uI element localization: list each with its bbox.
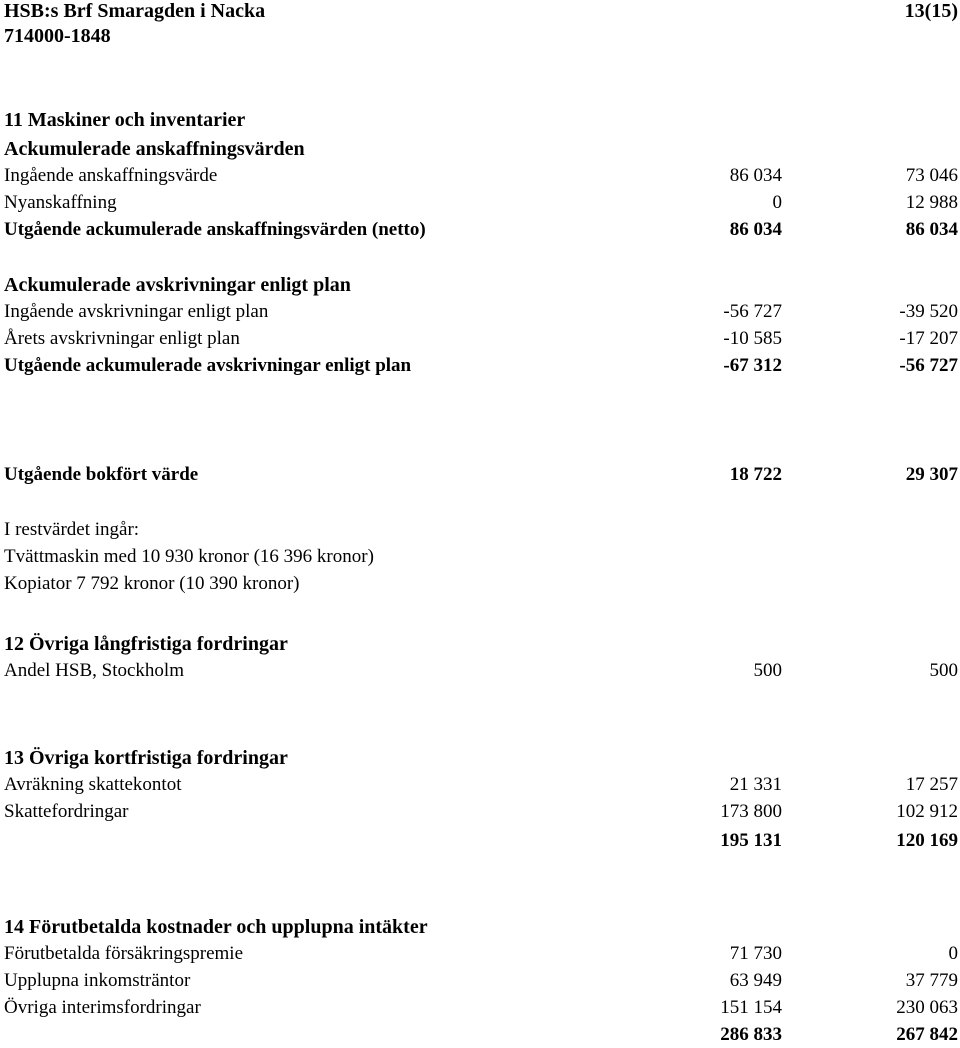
header-company-line xyxy=(4,0,960,24)
book-value-row: Utgående bokfört värde 18 722 29 307 xyxy=(4,464,958,485)
table-row-total: 286 833 267 842 xyxy=(720,1024,958,1045)
org-number: 714000-1848 xyxy=(4,25,111,47)
note11-subheading-depreciation: Ackumulerade avskrivningar enligt plan xyxy=(4,274,351,296)
note12-title: 12 Övriga långfristiga fordringar xyxy=(4,633,288,655)
table-row-total: 195 131 120 169 xyxy=(720,830,958,851)
table-row: Nyanskaffning 0 12 988 xyxy=(4,192,958,213)
note13-title: 13 Övriga kortfristiga fordringar xyxy=(4,747,288,769)
note11-title: 11 Maskiner och inventarier xyxy=(4,109,246,131)
page-number: 13(15) xyxy=(904,0,958,22)
residual-intro: I restvärdet ingår: xyxy=(4,519,140,540)
residual-item: Tvättmaskin med 10 930 kronor (16 396 kronor) xyxy=(4,546,374,567)
table-row: Övriga interimsfordringar 151 154 230 063 xyxy=(4,997,958,1018)
table-row: Andel HSB, Stockholm 500 500 xyxy=(4,660,958,681)
table-row-subtotal: Utgående ackumulerade anskaffningsvärden (netto) 86 034 86 034 xyxy=(4,219,958,240)
header-orgnr-line xyxy=(4,23,960,49)
note11-subheading-acquisition: Ackumulerade anskaffningsvärden xyxy=(4,138,305,160)
table-row: Avräkning skattekontot 21 331 17 257 xyxy=(4,774,958,795)
table-row-subtotal: Utgående ackumulerade avskrivningar enligt plan -67 312 -56 727 xyxy=(4,355,958,376)
table-row: Skattefordringar 173 800 102 912 xyxy=(4,801,958,822)
table-row: Ingående anskaffningsvärde 86 034 73 046 xyxy=(4,165,958,186)
table-row: Förutbetalda försäkringspremie 71 730 0 xyxy=(4,943,958,964)
note14-title: 14 Förutbetalda kostnader och upplupna intäkter xyxy=(4,916,428,938)
table-row: Ingående avskrivningar enligt plan -56 727 -39 520 xyxy=(4,301,958,322)
table-row: Upplupna inkomsträntor 63 949 37 779 xyxy=(4,970,958,991)
company-name: HSB:s Brf Smaragden i Nacka xyxy=(4,0,266,22)
residual-item: Kopiator 7 792 kronor (10 390 kronor) xyxy=(4,573,300,594)
table-row: Årets avskrivningar enligt plan -10 585 -17 207 xyxy=(4,328,958,349)
